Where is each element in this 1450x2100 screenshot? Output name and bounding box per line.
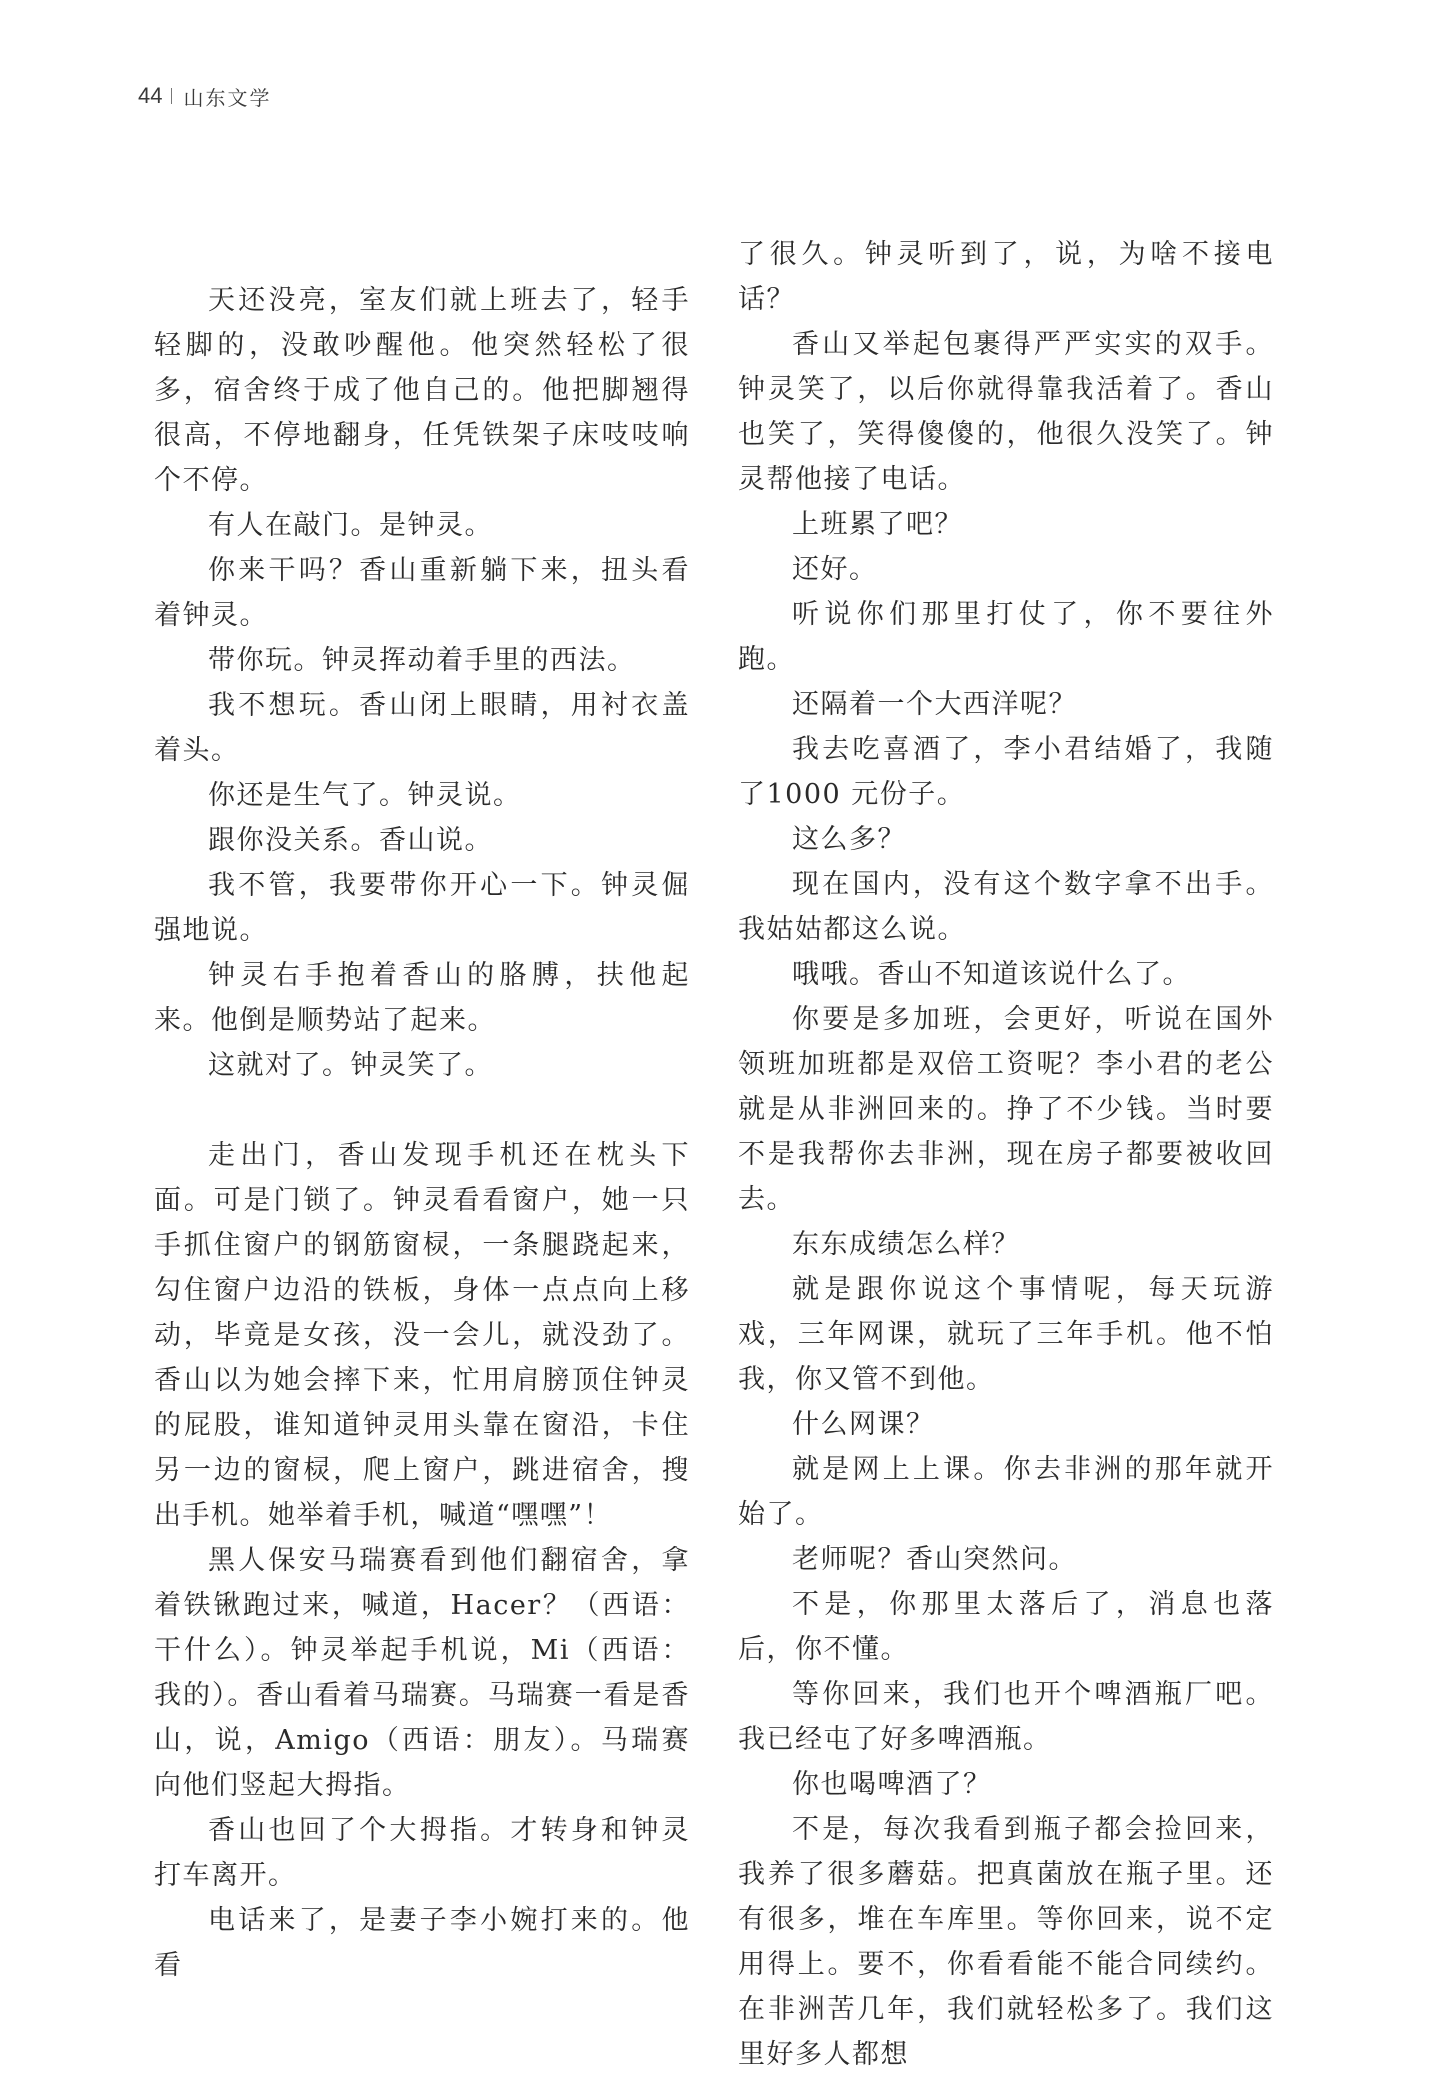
paragraph: 我去吃喜酒了，李小君结婚了，我随了1000 元份子。 bbox=[738, 734, 1274, 810]
paragraph: 香山又举起包裹得严严实实的双手。钟灵笑了，以后你就得靠我活着了。香山也笑了，笑得傻傻的，他很久没笑了。钟灵帮他接了电话。 bbox=[738, 329, 1274, 495]
paragraph: 走出门，香山发现手机还在枕头下面。可是门锁了。钟灵看看窗户，她一只手抓住窗户的钢筋窗棂，一条腿跷起来，勾住窗户边沿的铁板，身体一点点向上移动，毕竟是女孩，没一会儿，就没劲了。香山以为她会摔下来，忙用肩膀顶住钟灵的屁股，谁知道钟灵用头靠在窗沿，卡住另一边的窗棂，爬上窗户，跳进宿舍，搜出手机。她举着手机，喊道“嘿嘿”！ bbox=[154, 1140, 690, 1531]
page-number: 44 bbox=[138, 83, 163, 108]
paragraph: 不是，每次我看到瓶子都会捡回来，我养了很多蘑菇。把真菌放在瓶子里。还有很多，堆在车库里。等你回来，说不定用得上。要不，你看看能不能合同续约。在非洲苦几年，我们就轻松多了。我们这里好多人都想 bbox=[738, 1814, 1274, 2070]
paragraph: 有人在敲门。是钟灵。 bbox=[208, 510, 493, 541]
paragraph: 上班累了吧？ bbox=[792, 509, 963, 540]
paragraph: 还隔着一个大西洋呢？ bbox=[792, 689, 1077, 720]
paragraph: 什么网课？ bbox=[792, 1409, 935, 1440]
paragraph: 这么多？ bbox=[792, 824, 906, 855]
paragraph: 听说你们那里打仗了，你不要往外跑。 bbox=[738, 599, 1274, 675]
paragraph: 跟你没关系。香山说。 bbox=[208, 825, 493, 856]
paragraph: 东东成绩怎么样？ bbox=[792, 1229, 1020, 1260]
paragraph: 我不管，我要带你开心一下。钟灵倔强地说。 bbox=[154, 870, 690, 946]
paragraph: 哦哦。香山不知道该说什么了。 bbox=[792, 959, 1191, 990]
paragraph: 电话来了，是妻子李小婉打来的。他看 bbox=[154, 1905, 690, 1981]
paragraph: 黑人保安马瑞赛看到他们翻宿舍，拿着铁锹跑过来，喊道，Hacer？（西语：干什么）。钟灵举起手机说，Mi（西语：我的）。香山看着马瑞赛。马瑞赛一看是香山，说，Amigo（西语：朋友）。马瑞赛向他们竖起大拇指。 bbox=[154, 1545, 690, 1801]
paragraph: 天还没亮，室友们就上班去了，轻手轻脚的，没敢吵醒他。他突然轻松了很多，宿舍终于成了他自己的。他把脚翘得很高，不停地翻身，任凭铁架子床吱吱响个不停。 bbox=[154, 285, 690, 496]
paragraph: 香山也回了个大拇指。才转身和钟灵打车离开。 bbox=[154, 1815, 690, 1891]
page-header bbox=[138, 82, 271, 110]
paragraph: 还好。 bbox=[792, 554, 878, 585]
paragraph: 我不想玩。香山闭上眼睛，用衬衣盖着头。 bbox=[154, 690, 690, 766]
section-break bbox=[154, 1088, 690, 1133]
paragraph: 带你玩。钟灵挥动着手里的西法。 bbox=[208, 645, 636, 676]
paragraph: 就是网上上课。你去非洲的那年就开始了。 bbox=[738, 1454, 1274, 1530]
paragraph: 你要是多加班，会更好，听说在国外领班加班都是双倍工资呢？李小君的老公就是从非洲回来的。挣了不少钱。当时要不是我帮你去非洲，现在房子都要被收回去。 bbox=[738, 1004, 1274, 1215]
paragraph: 不是，你那里太落后了，消息也落后，你不懂。 bbox=[738, 1589, 1274, 1665]
header-divider bbox=[171, 88, 172, 104]
paragraph: 你来干吗？香山重新躺下来，扭头看着钟灵。 bbox=[154, 555, 690, 631]
paragraph: 老师呢？香山突然问。 bbox=[792, 1544, 1077, 1575]
paragraph: 等你回来，我们也开个啤酒瓶厂吧。我已经屯了好多啤酒瓶。 bbox=[738, 1679, 1274, 1755]
right-column bbox=[738, 232, 1274, 2077]
paragraph: 钟灵右手抱着香山的胳膊，扶他起来。他倒是顺势站了起来。 bbox=[154, 960, 690, 1036]
paragraph: 你也喝啤酒了？ bbox=[792, 1769, 992, 1800]
left-column bbox=[154, 278, 690, 1988]
journal-name: 山东文学 bbox=[183, 85, 272, 110]
paragraph: 这就对了。钟灵笑了。 bbox=[208, 1050, 493, 1081]
paragraph: 了很久。钟灵听到了，说，为啥不接电话？ bbox=[738, 239, 1274, 315]
paragraph: 你还是生气了。钟灵说。 bbox=[208, 780, 522, 811]
paragraph: 就是跟你说这个事情呢，每天玩游戏，三年网课，就玩了三年手机。他不怕我，你又管不到他。 bbox=[738, 1274, 1274, 1395]
paragraph: 现在国内，没有这个数字拿不出手。我姑姑都这么说。 bbox=[738, 869, 1274, 945]
